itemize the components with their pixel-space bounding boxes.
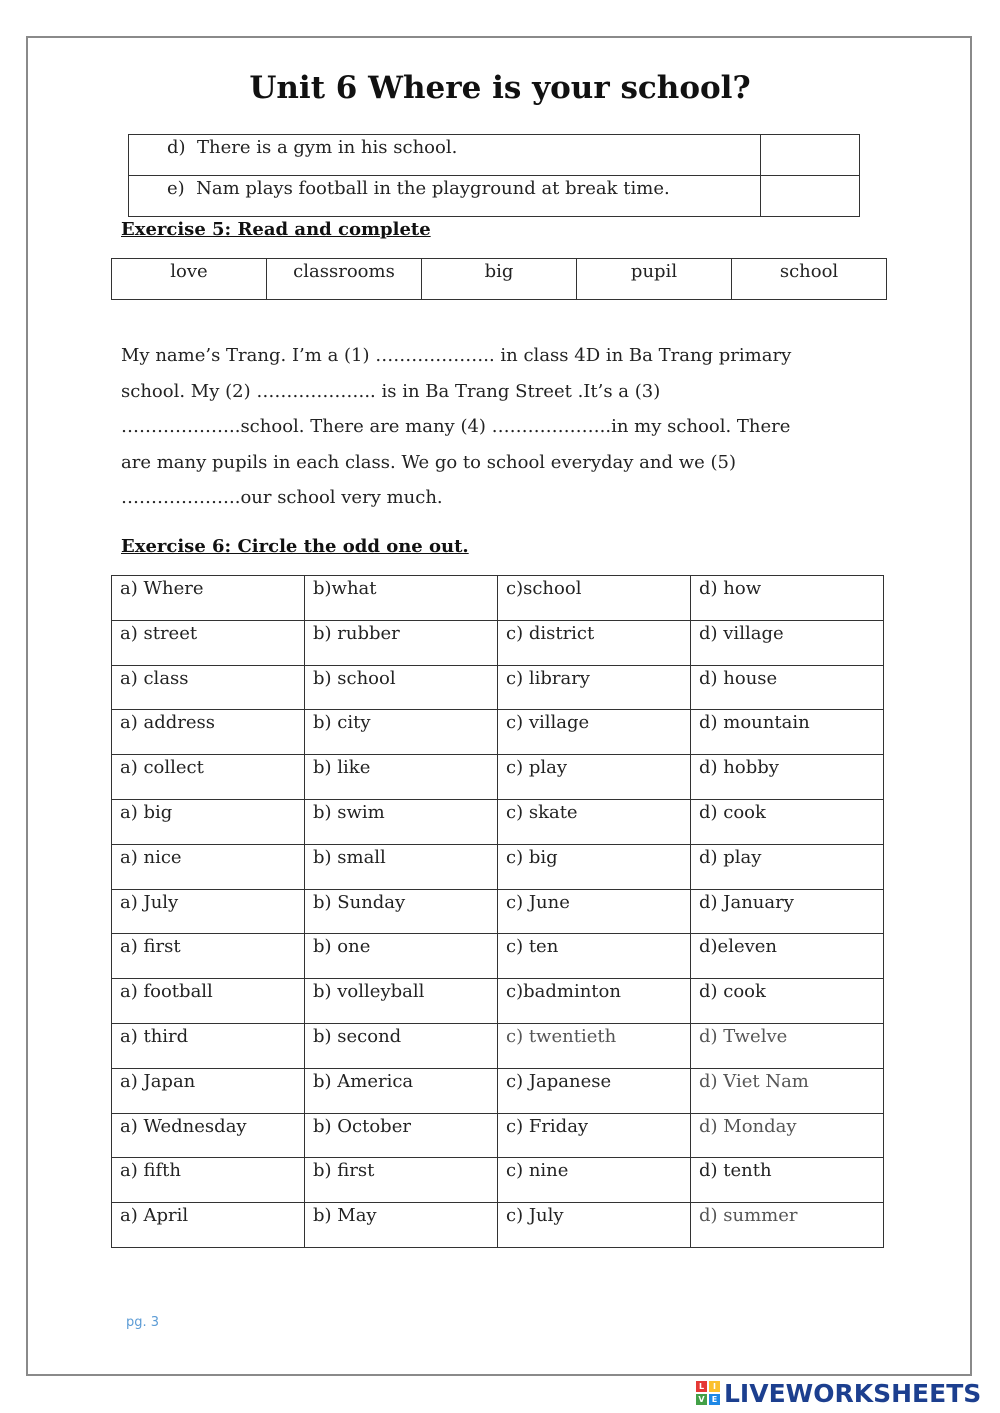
table-row xyxy=(129,135,860,176)
option-cell[interactable]: b) volleyball xyxy=(305,979,498,1024)
option-cell[interactable]: c) twentieth xyxy=(498,1023,691,1068)
option-cell[interactable]: c) Friday xyxy=(498,1113,691,1158)
word-cell: love xyxy=(112,259,267,300)
statement-label: d) xyxy=(167,137,186,158)
option-cell[interactable]: c)school xyxy=(498,576,691,621)
passage-line: My name’s Trang. I’m a (1) ……………….. in class 4D in Ba Trang primary xyxy=(121,345,792,366)
table-row xyxy=(112,620,884,665)
option-cell[interactable]: b) America xyxy=(305,1068,498,1113)
page-number: pg. 3 xyxy=(126,1315,160,1330)
option-cell[interactable]: b) one xyxy=(305,934,498,979)
odd-one-out-table xyxy=(111,575,884,1248)
option-cell[interactable]: c) skate xyxy=(498,799,691,844)
liveworksheets-logo xyxy=(696,1378,981,1408)
table-row xyxy=(129,176,860,217)
option-cell[interactable]: c) Japanese xyxy=(498,1068,691,1113)
option-cell[interactable]: b) swim xyxy=(305,799,498,844)
option-cell[interactable]: d) mountain xyxy=(691,710,884,755)
logo-mark-icon xyxy=(696,1381,720,1405)
table-row xyxy=(112,710,884,755)
option-cell[interactable]: a) nice xyxy=(112,844,305,889)
option-cell[interactable]: d) Twelve xyxy=(691,1023,884,1068)
option-cell[interactable]: d) house xyxy=(691,665,884,710)
table-row xyxy=(112,1023,884,1068)
option-cell[interactable]: a) third xyxy=(112,1023,305,1068)
logo-mark-tile: E xyxy=(709,1394,720,1405)
table-row xyxy=(112,799,884,844)
option-cell[interactable]: b) Sunday xyxy=(305,889,498,934)
option-cell[interactable]: d) how xyxy=(691,576,884,621)
option-cell[interactable]: a) first xyxy=(112,934,305,979)
statement-label: e) xyxy=(167,178,185,199)
table-row xyxy=(112,1203,884,1248)
table-row xyxy=(112,665,884,710)
exercise6-heading: Exercise 6: Circle the odd one out. xyxy=(121,536,469,557)
option-cell[interactable]: a) street xyxy=(112,620,305,665)
option-cell[interactable]: c) play xyxy=(498,755,691,800)
table-row xyxy=(112,576,884,621)
option-cell[interactable]: c) village xyxy=(498,710,691,755)
option-cell[interactable]: b) second xyxy=(305,1023,498,1068)
option-cell[interactable]: a) class xyxy=(112,665,305,710)
passage-line: school. My (2) ……………….. is in Ba Trang Street .It’s a (3) xyxy=(121,380,661,402)
statement-text: There is a gym in his school. xyxy=(197,137,458,158)
table-row xyxy=(112,934,884,979)
option-cell[interactable]: d) hobby xyxy=(691,755,884,800)
word-cell: classrooms xyxy=(267,259,422,300)
option-cell[interactable]: c) district xyxy=(498,620,691,665)
option-cell[interactable]: a) July xyxy=(112,889,305,934)
option-cell[interactable]: b) city xyxy=(305,710,498,755)
option-cell[interactable]: d) cook xyxy=(691,799,884,844)
table-row xyxy=(112,1068,884,1113)
option-cell[interactable]: d) Viet Nam xyxy=(691,1068,884,1113)
option-cell[interactable]: b) rubber xyxy=(305,620,498,665)
option-cell[interactable]: d) play xyxy=(691,844,884,889)
passage xyxy=(121,338,881,516)
word-cell: school xyxy=(732,259,887,300)
option-cell[interactable]: a) collect xyxy=(112,755,305,800)
option-cell[interactable]: a) fifth xyxy=(112,1158,305,1203)
option-cell[interactable]: a) address xyxy=(112,710,305,755)
option-cell[interactable]: a) Japan xyxy=(112,1068,305,1113)
option-cell[interactable]: c) library xyxy=(498,665,691,710)
option-cell[interactable]: d) cook xyxy=(691,979,884,1024)
option-cell[interactable]: a) big xyxy=(112,799,305,844)
passage-line: ………………..our school very much. xyxy=(121,487,443,508)
logo-text: LIVEWORKSHEETS xyxy=(724,1378,982,1408)
passage-line: ………………..school. There are many (4) ………………..in my school. There xyxy=(121,416,791,437)
option-cell[interactable]: a) football xyxy=(112,979,305,1024)
option-cell[interactable]: b) like xyxy=(305,755,498,800)
word-cell: big xyxy=(422,259,577,300)
logo-mark-tile: V xyxy=(696,1394,707,1405)
answer-box[interactable] xyxy=(761,135,860,176)
option-cell[interactable]: b) October xyxy=(305,1113,498,1158)
table-row xyxy=(112,1113,884,1158)
option-cell[interactable]: c) July xyxy=(498,1203,691,1248)
option-cell[interactable]: b)what xyxy=(305,576,498,621)
option-cell[interactable]: d) Monday xyxy=(691,1113,884,1158)
exercise5-heading: Exercise 5: Read and complete xyxy=(121,219,431,240)
option-cell[interactable]: d) village xyxy=(691,620,884,665)
table-row xyxy=(112,1158,884,1203)
table-row xyxy=(112,259,887,300)
logo-mark-tile: L xyxy=(696,1381,707,1392)
statement-cell xyxy=(129,176,761,217)
table-row xyxy=(112,755,884,800)
page-title: Unit 6 Where is your school? xyxy=(249,70,751,106)
word-box xyxy=(111,258,887,300)
option-cell[interactable]: a) Where xyxy=(112,576,305,621)
statement-cell xyxy=(129,135,761,176)
option-cell[interactable]: d) summer xyxy=(691,1203,884,1248)
option-cell[interactable]: b) small xyxy=(305,844,498,889)
logo-mark-tile: I xyxy=(709,1381,720,1392)
option-cell[interactable]: c) nine xyxy=(498,1158,691,1203)
option-cell[interactable]: b) May xyxy=(305,1203,498,1248)
word-cell: pupil xyxy=(577,259,732,300)
option-cell[interactable]: c) ten xyxy=(498,934,691,979)
table-row xyxy=(112,844,884,889)
option-cell[interactable]: d) tenth xyxy=(691,1158,884,1203)
table-row xyxy=(112,889,884,934)
table-row xyxy=(112,979,884,1024)
option-cell[interactable]: a) April xyxy=(112,1203,305,1248)
option-cell[interactable]: c) big xyxy=(498,844,691,889)
option-cell[interactable]: b) school xyxy=(305,665,498,710)
option-cell[interactable]: c)badminton xyxy=(498,979,691,1024)
option-cell[interactable]: c) June xyxy=(498,889,691,934)
answer-box[interactable] xyxy=(761,176,860,217)
option-cell[interactable]: b) first xyxy=(305,1158,498,1203)
statement-text: Nam plays football in the playground at break time. xyxy=(196,178,670,199)
option-cell[interactable]: d) January xyxy=(691,889,884,934)
option-cell[interactable]: d)eleven xyxy=(691,934,884,979)
option-cell[interactable]: a) Wednesday xyxy=(112,1113,305,1158)
passage-line: are many pupils in each class. We go to school everyday and we (5) xyxy=(121,451,737,473)
true-false-table xyxy=(128,134,860,217)
